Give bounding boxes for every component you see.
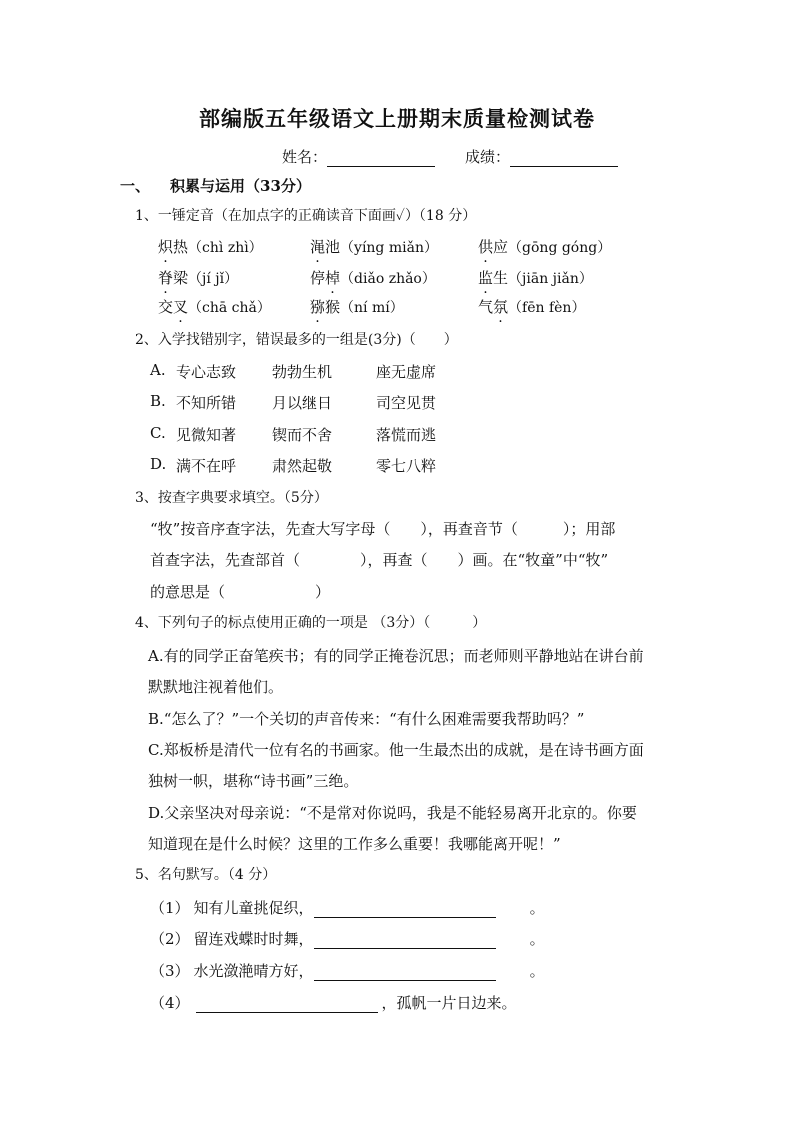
q1-text-b: ）（18 分） (404, 208, 477, 224)
option-letter: D. (150, 455, 167, 473)
word-item (310, 236, 438, 257)
dotted-char: 棹 (325, 269, 341, 287)
page-title: 部编版五年级语文上册期末质量检测试卷 (199, 107, 595, 131)
option-word: 落慌而逃 (376, 426, 437, 444)
word-item (310, 296, 404, 317)
dotted-char: 炽 (158, 238, 174, 256)
question-4-prompt: 4、下列句子的标点使用正确的一项是 （3分）（ ） (135, 615, 487, 631)
name-field-row (282, 146, 435, 167)
option-a-line[interactable]: A.有的同学正奋笔疾书；有的同学正掩卷沉思；而老师则平静地站在讲台前 (148, 647, 644, 665)
option-word: 不知所错 (176, 394, 237, 412)
pinyin-options[interactable]: （jiān jiǎn） (508, 271, 593, 287)
word-char: 交 (158, 298, 174, 316)
answer-blank[interactable] (196, 1012, 378, 1013)
option-d-line: 知道现在是什么时候？这里的工作多么重要！我哪能离开呢！” (148, 835, 561, 853)
dotted-char: 氛 (493, 298, 509, 316)
dotted-char: 渑 (310, 238, 326, 256)
question-3-line: 首查字法，先查部首（ ），再查（ ）画。在“牧童”中“牧” (150, 551, 609, 569)
item-number: （4） (150, 994, 190, 1012)
dotted-char: 脊 (158, 269, 174, 287)
word-item (478, 236, 611, 257)
fill-line (150, 928, 545, 949)
option-a-line: 默默地注视着他们。 (148, 678, 284, 696)
option-word: 见微知著 (176, 426, 237, 444)
option-word: 勃勃生机 (272, 363, 333, 381)
dotted-char: 叉 (173, 298, 189, 316)
score-field-row (465, 146, 618, 167)
poem-line: 留连戏蝶时时舞， (193, 930, 314, 948)
word-char: 应 (493, 238, 509, 256)
line-end: ，孤帆一片日边来。 (381, 994, 517, 1012)
option-c-line: 独树一帜，堪称“诗书画”三绝。 (148, 772, 359, 790)
answer-blank[interactable] (314, 980, 496, 981)
fill-line (150, 960, 545, 981)
word-item (158, 296, 271, 317)
word-char: 生 (493, 269, 509, 287)
word-char: 猴 (325, 298, 341, 316)
pinyin-options[interactable]: （chā chǎ） (188, 300, 271, 316)
word-char: 梁 (173, 269, 189, 287)
item-number: （2） (150, 930, 190, 948)
q1-text-a: 1、一锤定音（在加点字的正确读音下面画 (135, 208, 396, 224)
section-title: 积累与运用（33分） (170, 177, 311, 195)
pinyin-options[interactable]: （chì zhì） (188, 240, 263, 256)
question-3-prompt: 3、按查字典要求填空。（5分） (135, 490, 328, 506)
option-word: 肃然起敬 (272, 457, 333, 475)
score-blank[interactable] (510, 166, 618, 167)
check-mark-icon: ✓ (395, 208, 405, 224)
option-word: 月以继日 (272, 394, 333, 412)
fill-line (150, 992, 517, 1013)
word-char: 池 (325, 238, 341, 256)
line-end: 。 (529, 899, 545, 917)
option-d-line[interactable]: D.父亲坚决对母亲说：“不是常对你说吗，我是不能轻易离开北京的。你要 (148, 804, 637, 822)
option-c-line[interactable]: C.郑板桥是清代一位有名的书画家。他一生最杰出的成就，是在诗书画方面 (148, 741, 644, 759)
option-letter: C. (150, 424, 166, 442)
answer-blank[interactable] (314, 917, 496, 918)
option-b-line[interactable]: B.“怎么了？”一个关切的声音传来：“有什么困难需要我帮助吗？” (148, 710, 585, 728)
word-item (310, 267, 436, 288)
dotted-char: 猕 (310, 298, 326, 316)
option-letter: B. (150, 392, 166, 410)
score-label: 成绩： (465, 148, 511, 166)
question-3-line: 的意思是（ ） (150, 583, 331, 601)
option-word: 司空见贯 (376, 394, 437, 412)
dotted-char: 供 (478, 238, 494, 256)
pinyin-options[interactable]: （diǎo zhǎo） (340, 271, 436, 287)
question-5-prompt: 5、名句默写。（4 分） (135, 867, 277, 883)
item-number: （1） (150, 899, 190, 917)
name-label: 姓名： (282, 148, 328, 166)
pinyin-options[interactable]: （fēn fèn） (508, 300, 586, 316)
fill-line (150, 897, 545, 918)
question-3-line: “牧”按音序查字法，先查大写字母（ ），再查音节（ ）；用部 (150, 520, 616, 538)
option-letter: A. (150, 361, 166, 379)
word-char: 热 (173, 238, 189, 256)
word-char: 气 (478, 298, 494, 316)
question-1-prompt (135, 205, 476, 225)
word-item (478, 296, 585, 317)
poem-line: 水光潋滟晴方好， (193, 962, 314, 980)
name-blank[interactable] (327, 166, 435, 167)
pinyin-options[interactable]: （gōng góng） (508, 240, 612, 256)
item-number: （3） (150, 962, 190, 980)
option-word: 满不在呼 (176, 457, 237, 475)
poem-line: 知有儿童挑促织， (193, 899, 314, 917)
pinyin-options[interactable]: （jí jǐ） (188, 271, 239, 287)
option-word: 锲而不舍 (272, 426, 333, 444)
word-char: 停 (310, 269, 326, 287)
line-end: 。 (529, 962, 545, 980)
word-item (478, 267, 593, 288)
pinyin-options[interactable]: （ní mí） (340, 300, 404, 316)
question-2-prompt: 2、入学找错别字，错误最多的一组是(3分)（ ） (135, 332, 458, 348)
dotted-char: 监 (478, 269, 494, 287)
word-item (158, 267, 238, 288)
option-word: 零七八粹 (376, 457, 437, 475)
option-word: 座无虚席 (376, 363, 437, 381)
option-word: 专心志致 (176, 363, 237, 381)
answer-blank[interactable] (314, 948, 496, 949)
word-item (158, 236, 263, 257)
pinyin-options[interactable]: （yíng miǎn） (340, 240, 438, 256)
line-end: 。 (529, 930, 545, 948)
section-number: 一、 (120, 177, 151, 195)
